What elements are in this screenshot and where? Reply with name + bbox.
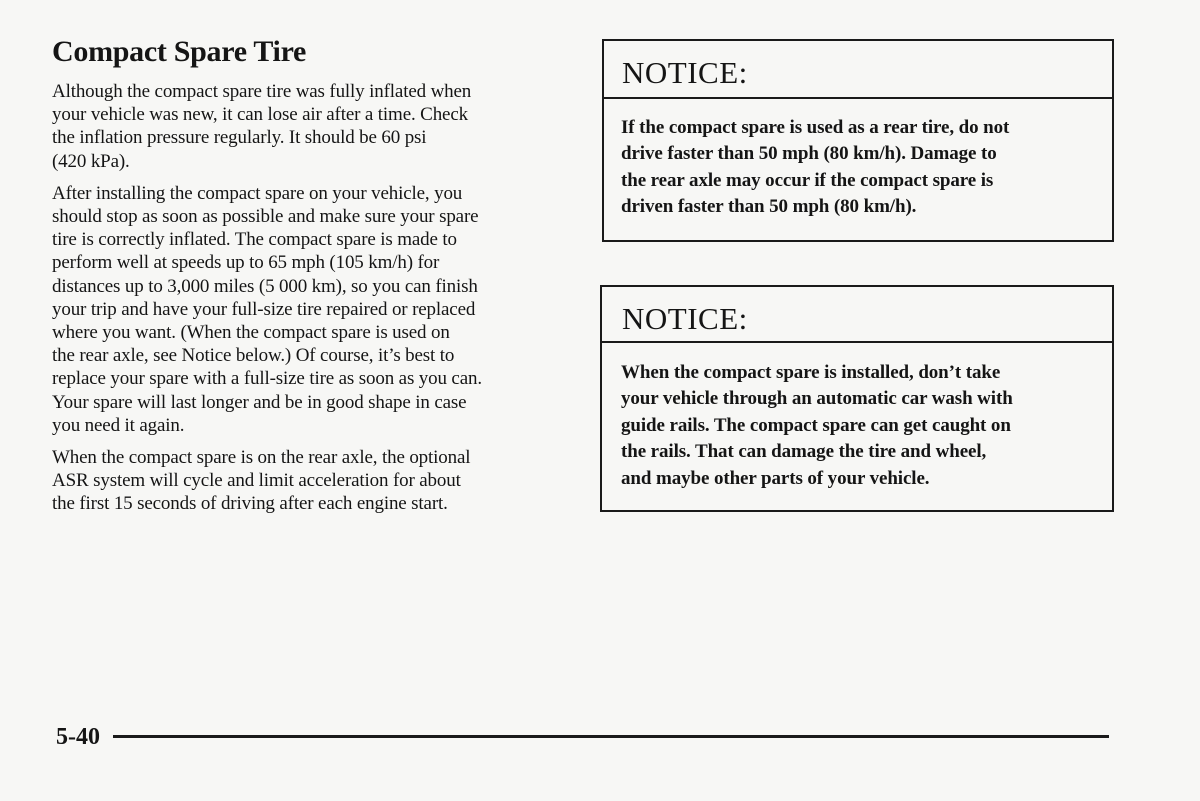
paragraph-installing <box>52 182 572 437</box>
notice-line: the rails. That can damage the tire and wheel, <box>621 441 987 463</box>
notice-line: and maybe other parts of your vehicle. <box>621 467 930 489</box>
text-line: After installing the compact spare on your vehicle, you <box>52 182 463 204</box>
paragraph-inflation <box>52 80 572 173</box>
notice-body <box>604 99 1112 221</box>
notice-box-rear-tire <box>602 39 1114 242</box>
text-line: Your spare will last longer and be in good shape in case <box>52 391 467 413</box>
text-line: you need it again. <box>52 414 185 436</box>
text-line: should stop as soon as possible and make sure your spare <box>52 206 479 228</box>
text-line: the rear axle, see Notice below.) Of course, it’s best to <box>52 345 455 367</box>
text-line: where you want. (When the compact spare is used on <box>52 322 450 344</box>
text-line: ASR system will cycle and limit acceleration for about <box>52 470 461 492</box>
text-line: tire is correctly inflated. The compact spare is made to <box>52 229 457 251</box>
notice-line: drive faster than 50 mph (80 km/h). Damage to <box>621 143 997 165</box>
text-line: Although the compact spare tire was fully inflated when <box>52 81 472 102</box>
notice-heading: NOTICE: <box>602 287 1112 343</box>
notice-line: When the compact spare is installed, don’t take <box>621 362 1001 383</box>
text-line: When the compact spare is on the rear axle, the optional <box>52 447 471 469</box>
text-line: replace your spare with a full-size tire as soon as you can. <box>52 368 482 390</box>
text-line: the first 15 seconds of driving after each engine start. <box>52 493 448 515</box>
notice-line: If the compact spare is used as a rear tire, do not <box>621 117 1010 138</box>
notice-line: the rear axle may occur if the compact spare is <box>621 169 994 191</box>
text-line: distances up to 3,000 miles (5 000 km), so you can finish <box>52 275 478 297</box>
notice-line: guide rails. The compact spare can get caught on <box>621 414 1011 436</box>
left-column <box>52 34 572 525</box>
text-line: the inflation pressure regularly. It should be 60 psi <box>52 127 427 149</box>
notice-line: driven faster than 50 mph (80 km/h). <box>621 196 917 218</box>
text-line: (420 kPa). <box>52 150 130 172</box>
paragraph-asr <box>52 446 572 516</box>
notice-line: your vehicle through an automatic car wash with <box>621 388 1013 410</box>
notice-box-car-wash <box>600 285 1114 512</box>
page-number: 5-40 <box>56 724 100 750</box>
text-line: your trip and have your full-size tire repaired or replaced <box>52 298 476 320</box>
text-line: your vehicle was new, it can lose air after a time. Check <box>52 104 468 126</box>
footer-rule <box>113 735 1109 738</box>
section-title: Compact Spare Tire <box>52 35 307 68</box>
notice-body <box>602 343 1112 492</box>
text-line: perform well at speeds up to 65 mph (105 km/h) for <box>52 252 440 274</box>
notice-heading: NOTICE: <box>604 41 1112 99</box>
